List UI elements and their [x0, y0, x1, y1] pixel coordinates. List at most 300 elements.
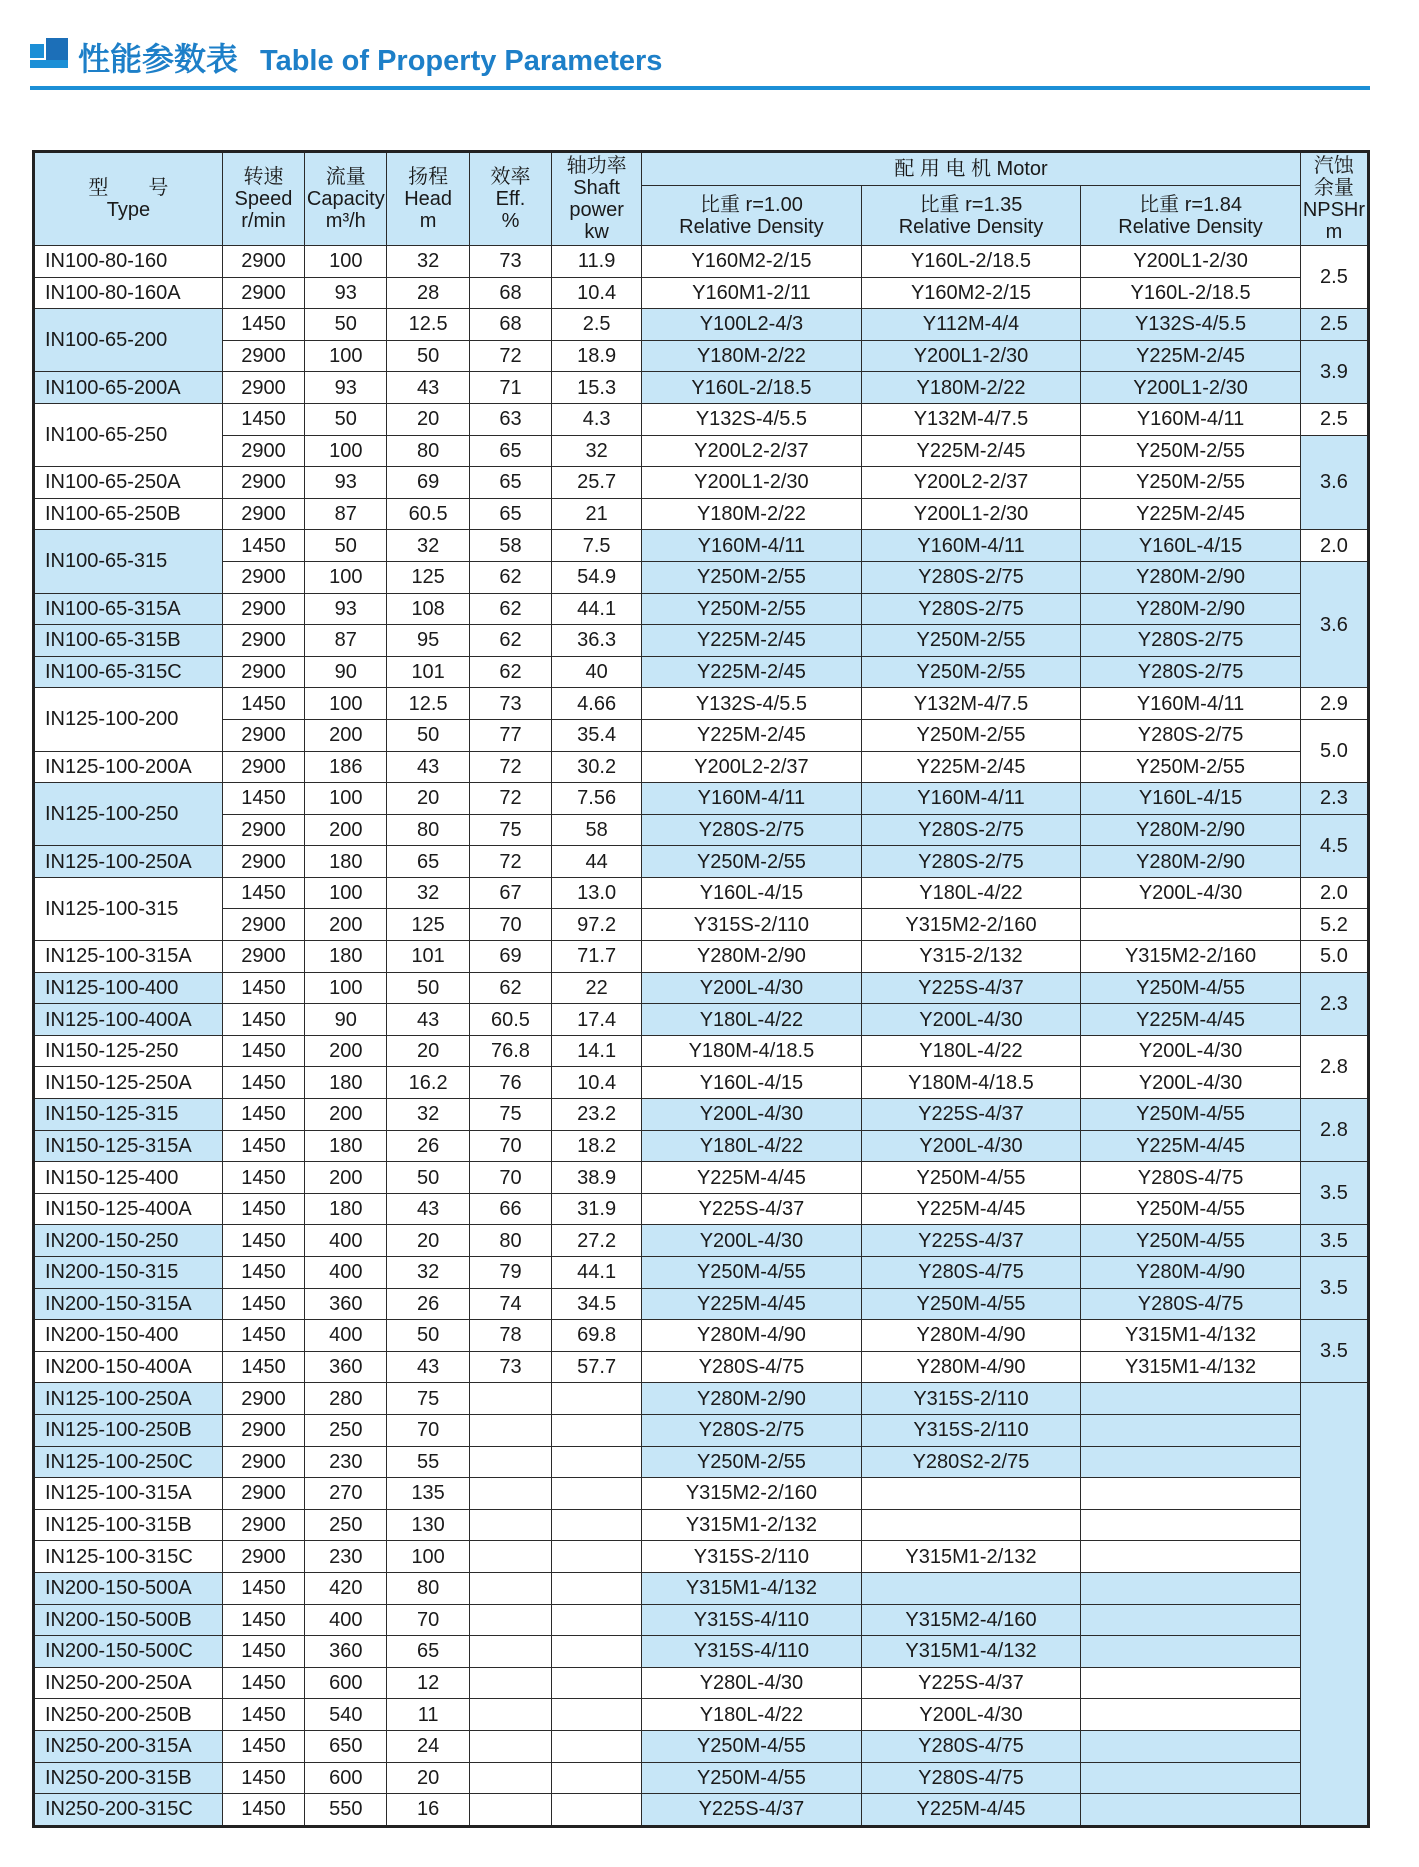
cell-motor-density-3: Y225M-2/45 [1081, 498, 1301, 530]
col-header-type: 型 号 Type [34, 152, 223, 246]
cell-head: 43 [387, 372, 469, 404]
cell-eff: 66 [469, 1193, 551, 1225]
cell-motor-density-2: Y315S-2/110 [861, 1414, 1081, 1446]
cell-motor-density-2: Y250M-2/55 [861, 719, 1081, 751]
cell-motor-density-2: Y315M2-2/160 [861, 909, 1081, 941]
table-body [34, 246, 1369, 1827]
table-row [34, 1699, 1369, 1731]
cell-speed: 2900 [222, 909, 304, 941]
cell-motor-density-1: Y225M-4/45 [642, 1288, 862, 1320]
cell-motor-density-3: Y280S-4/75 [1081, 1162, 1301, 1194]
cell-motor-density-1: Y160M1-2/11 [642, 277, 862, 309]
cell-motor-density-3 [1081, 1446, 1301, 1478]
cell-eff [469, 1383, 551, 1415]
cell-speed: 1450 [222, 1572, 304, 1604]
cell-shaft-power [552, 1667, 642, 1699]
cell-motor-density-2: Y225M-4/45 [861, 1193, 1081, 1225]
cell-motor-density-2: Y160M2-2/15 [861, 277, 1081, 309]
table-row [34, 719, 1369, 751]
cell-type: IN250-200-315C [34, 1794, 223, 1827]
cell-motor-density-1: Y200L2-2/37 [642, 435, 862, 467]
cell-shaft-power [552, 1541, 642, 1573]
cell-motor-density-2: Y180M-4/18.5 [861, 1067, 1081, 1099]
cell-capacity: 200 [305, 1162, 387, 1194]
table-row [34, 1572, 1369, 1604]
cell-head: 50 [387, 719, 469, 751]
cell-capacity: 600 [305, 1762, 387, 1794]
cell-motor-density-1: Y200L1-2/30 [642, 467, 862, 499]
table-row [34, 1414, 1369, 1446]
cell-motor-density-3: Y200L-4/30 [1081, 1035, 1301, 1067]
cell-motor-density-1: Y225S-4/37 [642, 1193, 862, 1225]
cell-motor-density-3: Y280M-2/90 [1081, 593, 1301, 625]
cell-motor-density-2: Y180L-4/22 [861, 1035, 1081, 1067]
cell-speed: 2900 [222, 1383, 304, 1415]
cell-speed: 1450 [222, 1067, 304, 1099]
cell-motor-density-3: Y280M-2/90 [1081, 846, 1301, 878]
col-header-npsh: 汽蚀 余量 NPSHr m [1300, 152, 1368, 246]
cell-capacity: 93 [305, 277, 387, 309]
cell-shaft-power: 11.9 [552, 246, 642, 278]
cell-type: IN150-125-250 [34, 1035, 223, 1067]
cell-motor-density-3: Y160M-4/11 [1081, 403, 1301, 435]
cell-motor-density-3 [1081, 1636, 1301, 1668]
cell-capacity: 180 [305, 846, 387, 878]
table-row [34, 467, 1369, 499]
cell-capacity: 100 [305, 877, 387, 909]
cell-npsh: 5.0 [1300, 941, 1368, 973]
cell-speed: 2900 [222, 561, 304, 593]
cell-head: 65 [387, 846, 469, 878]
cell-speed: 2900 [222, 814, 304, 846]
cell-motor-density-3: Y250M-4/55 [1081, 1225, 1301, 1257]
cell-speed: 1450 [222, 309, 304, 341]
cell-motor-density-1: Y280M-2/90 [642, 941, 862, 973]
page-header [30, 30, 1370, 90]
table-row [34, 309, 1369, 341]
cell-motor-density-1: Y225S-4/37 [642, 1794, 862, 1827]
cell-type: IN150-125-400A [34, 1193, 223, 1225]
cell-motor-density-3: Y315M2-2/160 [1081, 941, 1301, 973]
cell-head: 95 [387, 625, 469, 657]
table-row [34, 1130, 1369, 1162]
cell-speed: 2900 [222, 941, 304, 973]
cell-npsh: 3.5 [1300, 1162, 1368, 1225]
cell-shaft-power: 97.2 [552, 909, 642, 941]
cell-eff: 71 [469, 372, 551, 404]
table-row [34, 435, 1369, 467]
cell-motor-density-3: Y250M-4/55 [1081, 1099, 1301, 1131]
cell-motor-density-2: Y280S-2/75 [861, 561, 1081, 593]
cell-head: 70 [387, 1604, 469, 1636]
cell-type: IN100-65-315 [34, 530, 223, 593]
cell-capacity: 50 [305, 530, 387, 562]
cell-eff: 65 [469, 498, 551, 530]
cell-npsh: 2.5 [1300, 246, 1368, 309]
cell-eff [469, 1667, 551, 1699]
cell-motor-density-2: Y200L-4/30 [861, 1130, 1081, 1162]
cell-npsh: 2.0 [1300, 530, 1368, 562]
table-row [34, 656, 1369, 688]
title-divider [30, 86, 1370, 90]
cell-eff: 58 [469, 530, 551, 562]
cell-speed: 1450 [222, 1257, 304, 1289]
cell-npsh: 3.9 [1300, 340, 1368, 403]
cell-motor-density-1: Y160L-4/15 [642, 1067, 862, 1099]
cell-eff: 72 [469, 783, 551, 815]
cell-motor-density-1: Y315M1-2/132 [642, 1509, 862, 1541]
page-title [78, 34, 662, 80]
cell-motor-density-3 [1081, 1762, 1301, 1794]
cell-motor-density-3: Y225M-2/45 [1081, 340, 1301, 372]
cell-capacity: 180 [305, 1067, 387, 1099]
cell-motor-density-1: Y225M-2/45 [642, 719, 862, 751]
cell-motor-density-2: Y225S-4/37 [861, 972, 1081, 1004]
cell-motor-density-1: Y280L-4/30 [642, 1667, 862, 1699]
cell-speed: 2900 [222, 846, 304, 878]
cell-speed: 2900 [222, 719, 304, 751]
cell-motor-density-1: Y180L-4/22 [642, 1130, 862, 1162]
cell-npsh: 2.8 [1300, 1099, 1368, 1162]
cell-speed: 1450 [222, 1035, 304, 1067]
cell-motor-density-3 [1081, 1699, 1301, 1731]
cell-type: IN125-100-200A [34, 751, 223, 783]
cell-npsh: 3.5 [1300, 1257, 1368, 1320]
cell-motor-density-2: Y200L-4/30 [861, 1004, 1081, 1036]
cell-type: IN125-100-315A [34, 1478, 223, 1510]
table-row [34, 972, 1369, 1004]
cell-speed: 1450 [222, 783, 304, 815]
col-header-shaft-power: 轴功率 Shaft power kw [552, 152, 642, 246]
cell-motor-density-2: Y200L1-2/30 [861, 498, 1081, 530]
cell-motor-density-2: Y250M-2/55 [861, 625, 1081, 657]
cell-speed: 1450 [222, 1320, 304, 1352]
cell-shaft-power [552, 1636, 642, 1668]
cell-motor-density-3: Y200L1-2/30 [1081, 372, 1301, 404]
cell-motor-density-1: Y100L2-4/3 [642, 309, 862, 341]
table-row [34, 1509, 1369, 1541]
cell-capacity: 180 [305, 1130, 387, 1162]
cell-head: 70 [387, 1414, 469, 1446]
cell-motor-density-3: Y280M-4/90 [1081, 1257, 1301, 1289]
cell-capacity: 87 [305, 625, 387, 657]
cell-motor-density-2: Y160M-4/11 [861, 783, 1081, 815]
cell-motor-density-1: Y315S-2/110 [642, 909, 862, 941]
cell-eff: 75 [469, 1099, 551, 1131]
cell-eff: 75 [469, 814, 551, 846]
cell-eff [469, 1604, 551, 1636]
table-row [34, 1162, 1369, 1194]
table-row [34, 1193, 1369, 1225]
cell-eff: 76 [469, 1067, 551, 1099]
cell-type: IN100-65-250B [34, 498, 223, 530]
cell-motor-density-2: Y280S2-2/75 [861, 1446, 1081, 1478]
cell-speed: 1450 [222, 688, 304, 720]
cell-motor-density-2: Y280S-2/75 [861, 814, 1081, 846]
cell-speed: 1450 [222, 1099, 304, 1131]
table-row [34, 1604, 1369, 1636]
cell-eff [469, 1509, 551, 1541]
cell-motor-density-3: Y200L-4/30 [1081, 1067, 1301, 1099]
cell-type: IN125-100-250C [34, 1446, 223, 1478]
cell-motor-density-3: Y250M-2/55 [1081, 751, 1301, 783]
table-row [34, 1762, 1369, 1794]
cell-motor-density-1: Y160L-4/15 [642, 877, 862, 909]
cell-capacity: 50 [305, 403, 387, 435]
cell-shaft-power: 17.4 [552, 1004, 642, 1036]
cell-speed: 1450 [222, 1604, 304, 1636]
cell-head: 50 [387, 972, 469, 1004]
cell-head: 100 [387, 1541, 469, 1573]
cell-motor-density-1: Y315M1-4/132 [642, 1572, 862, 1604]
cell-capacity: 270 [305, 1478, 387, 1510]
cell-shaft-power: 40 [552, 656, 642, 688]
cell-type: IN200-150-400 [34, 1320, 223, 1352]
cell-shaft-power: 21 [552, 498, 642, 530]
cell-type: IN150-125-315A [34, 1130, 223, 1162]
cell-capacity: 280 [305, 1383, 387, 1415]
property-parameters-table [32, 150, 1370, 1828]
cell-speed: 2900 [222, 435, 304, 467]
cell-capacity: 90 [305, 656, 387, 688]
cell-motor-density-1: Y180M-2/22 [642, 498, 862, 530]
cell-eff: 79 [469, 1257, 551, 1289]
cell-shaft-power [552, 1478, 642, 1510]
cell-motor-density-2: Y250M-4/55 [861, 1162, 1081, 1194]
cell-eff [469, 1730, 551, 1762]
cell-motor-density-3 [1081, 1509, 1301, 1541]
cell-shaft-power: 32 [552, 435, 642, 467]
table-row [34, 561, 1369, 593]
cell-shaft-power: 10.4 [552, 277, 642, 309]
cell-speed: 1450 [222, 530, 304, 562]
table-row [34, 1351, 1369, 1383]
cell-head: 80 [387, 1572, 469, 1604]
cell-speed: 2900 [222, 1446, 304, 1478]
cell-type: IN100-65-200 [34, 309, 223, 372]
cell-motor-density-3: Y160L-4/15 [1081, 783, 1301, 815]
cell-capacity: 100 [305, 246, 387, 278]
cell-capacity: 400 [305, 1257, 387, 1289]
table-row [34, 340, 1369, 372]
cell-head: 60.5 [387, 498, 469, 530]
cell-shaft-power [552, 1762, 642, 1794]
cell-eff: 72 [469, 751, 551, 783]
cell-shaft-power [552, 1509, 642, 1541]
cell-speed: 1450 [222, 1762, 304, 1794]
cell-shaft-power [552, 1572, 642, 1604]
cell-head: 11 [387, 1699, 469, 1731]
cell-type: IN125-100-250B [34, 1414, 223, 1446]
cell-head: 80 [387, 814, 469, 846]
cell-motor-density-1: Y180L-4/22 [642, 1699, 862, 1731]
cell-shaft-power [552, 1446, 642, 1478]
cell-motor-density-1: Y200L-4/30 [642, 1099, 862, 1131]
cell-head: 20 [387, 403, 469, 435]
cell-motor-density-3 [1081, 1383, 1301, 1415]
cell-motor-density-2: Y280S-4/75 [861, 1257, 1081, 1289]
cell-motor-density-3: Y250M-2/55 [1081, 435, 1301, 467]
table-row [34, 1541, 1369, 1573]
cell-type: IN100-65-315B [34, 625, 223, 657]
cell-capacity: 650 [305, 1730, 387, 1762]
table-row [34, 751, 1369, 783]
table-row [34, 403, 1369, 435]
cell-eff: 73 [469, 1351, 551, 1383]
cell-capacity: 550 [305, 1794, 387, 1827]
cell-eff: 70 [469, 1130, 551, 1162]
cell-eff: 62 [469, 625, 551, 657]
cell-motor-density-1: Y160M2-2/15 [642, 246, 862, 278]
cell-eff: 62 [469, 656, 551, 688]
cell-type: IN125-100-315B [34, 1509, 223, 1541]
cell-capacity: 100 [305, 561, 387, 593]
cell-eff: 76.8 [469, 1035, 551, 1067]
cell-speed: 1450 [222, 1794, 304, 1827]
cell-head: 55 [387, 1446, 469, 1478]
cell-type: IN125-100-250 [34, 783, 223, 846]
cell-shaft-power: 69.8 [552, 1320, 642, 1352]
cell-motor-density-2: Y280S-4/75 [861, 1762, 1081, 1794]
cell-shaft-power: 44.1 [552, 593, 642, 625]
cell-motor-density-2: Y250M-2/55 [861, 656, 1081, 688]
cell-shaft-power [552, 1730, 642, 1762]
cell-capacity: 360 [305, 1288, 387, 1320]
cell-motor-density-2: Y200L2-2/37 [861, 467, 1081, 499]
cell-npsh: 2.8 [1300, 1035, 1368, 1098]
cell-shaft-power [552, 1414, 642, 1446]
cell-speed: 2900 [222, 1414, 304, 1446]
cell-head: 50 [387, 340, 469, 372]
cell-npsh: 3.6 [1300, 435, 1368, 530]
cell-shaft-power: 35.4 [552, 719, 642, 751]
cell-motor-density-2: Y250M-4/55 [861, 1288, 1081, 1320]
table-row [34, 1478, 1369, 1510]
cell-npsh: 5.0 [1300, 719, 1368, 782]
cell-capacity: 100 [305, 783, 387, 815]
cell-eff: 73 [469, 246, 551, 278]
cell-capacity: 400 [305, 1225, 387, 1257]
cell-motor-density-2: Y315S-2/110 [861, 1383, 1081, 1415]
cell-shaft-power: 25.7 [552, 467, 642, 499]
cell-shaft-power: 18.2 [552, 1130, 642, 1162]
cell-shaft-power: 57.7 [552, 1351, 642, 1383]
cell-capacity: 100 [305, 688, 387, 720]
cell-motor-density-2: Y280S-2/75 [861, 593, 1081, 625]
cell-capacity: 186 [305, 751, 387, 783]
cell-type: IN200-150-500B [34, 1604, 223, 1636]
cell-shaft-power: 38.9 [552, 1162, 642, 1194]
cell-eff [469, 1572, 551, 1604]
cell-head: 101 [387, 656, 469, 688]
cell-head: 43 [387, 1004, 469, 1036]
col-header-head: 扬程 Head m [387, 152, 469, 246]
cell-type: IN200-150-315A [34, 1288, 223, 1320]
cell-shaft-power: 4.3 [552, 403, 642, 435]
cell-eff [469, 1699, 551, 1731]
cell-shaft-power: 34.5 [552, 1288, 642, 1320]
cell-type: IN250-200-250B [34, 1699, 223, 1731]
cell-capacity: 93 [305, 467, 387, 499]
cell-motor-density-1: Y315S-4/110 [642, 1604, 862, 1636]
cell-motor-density-3: Y225M-4/45 [1081, 1130, 1301, 1162]
table-row [34, 1225, 1369, 1257]
cell-capacity: 230 [305, 1541, 387, 1573]
cell-shaft-power: 44.1 [552, 1257, 642, 1289]
table-row [34, 1320, 1369, 1352]
cell-motor-density-1: Y315S-2/110 [642, 1541, 862, 1573]
cell-capacity: 540 [305, 1699, 387, 1731]
cell-shaft-power: 36.3 [552, 625, 642, 657]
cell-motor-density-1: Y250M-2/55 [642, 561, 862, 593]
cell-capacity: 200 [305, 719, 387, 751]
cell-shaft-power: 18.9 [552, 340, 642, 372]
cell-speed: 2900 [222, 1478, 304, 1510]
cell-motor-density-2: Y315M1-2/132 [861, 1541, 1081, 1573]
cell-motor-density-1: Y160M-4/11 [642, 783, 862, 815]
cell-speed: 1450 [222, 1699, 304, 1731]
cell-speed: 1450 [222, 1636, 304, 1668]
cell-motor-density-2: Y200L-4/30 [861, 1699, 1081, 1731]
cell-motor-density-1: Y250M-4/55 [642, 1730, 862, 1762]
cell-shaft-power [552, 1604, 642, 1636]
cell-head: 43 [387, 751, 469, 783]
cell-npsh: 2.5 [1300, 403, 1368, 435]
cell-speed: 2900 [222, 467, 304, 499]
cell-speed: 1450 [222, 1225, 304, 1257]
cell-npsh: 3.5 [1300, 1225, 1368, 1257]
cell-motor-density-3: Y280S-4/75 [1081, 1288, 1301, 1320]
table-row [34, 909, 1369, 941]
cell-motor-density-3: Y280M-2/90 [1081, 814, 1301, 846]
cell-motor-density-2: Y315-2/132 [861, 941, 1081, 973]
cell-speed: 2900 [222, 498, 304, 530]
cell-motor-density-1: Y250M-2/55 [642, 593, 862, 625]
cell-speed: 2900 [222, 1509, 304, 1541]
cell-head: 125 [387, 561, 469, 593]
cell-shaft-power [552, 1794, 642, 1827]
cell-shaft-power: 23.2 [552, 1099, 642, 1131]
table-row [34, 1730, 1369, 1762]
cell-motor-density-1: Y280S-2/75 [642, 1414, 862, 1446]
cell-type: IN125-100-400A [34, 1004, 223, 1036]
table-row [34, 783, 1369, 815]
table-row [34, 688, 1369, 720]
cell-motor-density-1: Y315M2-2/160 [642, 1478, 862, 1510]
table-row [34, 1383, 1369, 1415]
cell-motor-density-3: Y225M-4/45 [1081, 1004, 1301, 1036]
cell-motor-density-3: Y315M1-4/132 [1081, 1351, 1301, 1383]
cell-motor-density-2: Y160L-2/18.5 [861, 246, 1081, 278]
cell-motor-density-1: Y250M-2/55 [642, 1446, 862, 1478]
cell-shaft-power: 15.3 [552, 372, 642, 404]
cell-motor-density-1: Y280S-4/75 [642, 1351, 862, 1383]
cell-head: 50 [387, 1320, 469, 1352]
cell-motor-density-3: Y315M1-4/132 [1081, 1320, 1301, 1352]
cell-eff: 78 [469, 1320, 551, 1352]
cell-speed: 1450 [222, 1193, 304, 1225]
cell-head: 101 [387, 941, 469, 973]
cell-motor-density-1: Y280M-4/90 [642, 1320, 862, 1352]
cell-type: IN125-100-250A [34, 846, 223, 878]
cell-motor-density-3: Y132S-4/5.5 [1081, 309, 1301, 341]
cell-head: 43 [387, 1193, 469, 1225]
cell-head: 28 [387, 277, 469, 309]
cell-head: 32 [387, 877, 469, 909]
cell-type: IN100-80-160A [34, 277, 223, 309]
cell-capacity: 200 [305, 1099, 387, 1131]
cell-eff: 62 [469, 561, 551, 593]
